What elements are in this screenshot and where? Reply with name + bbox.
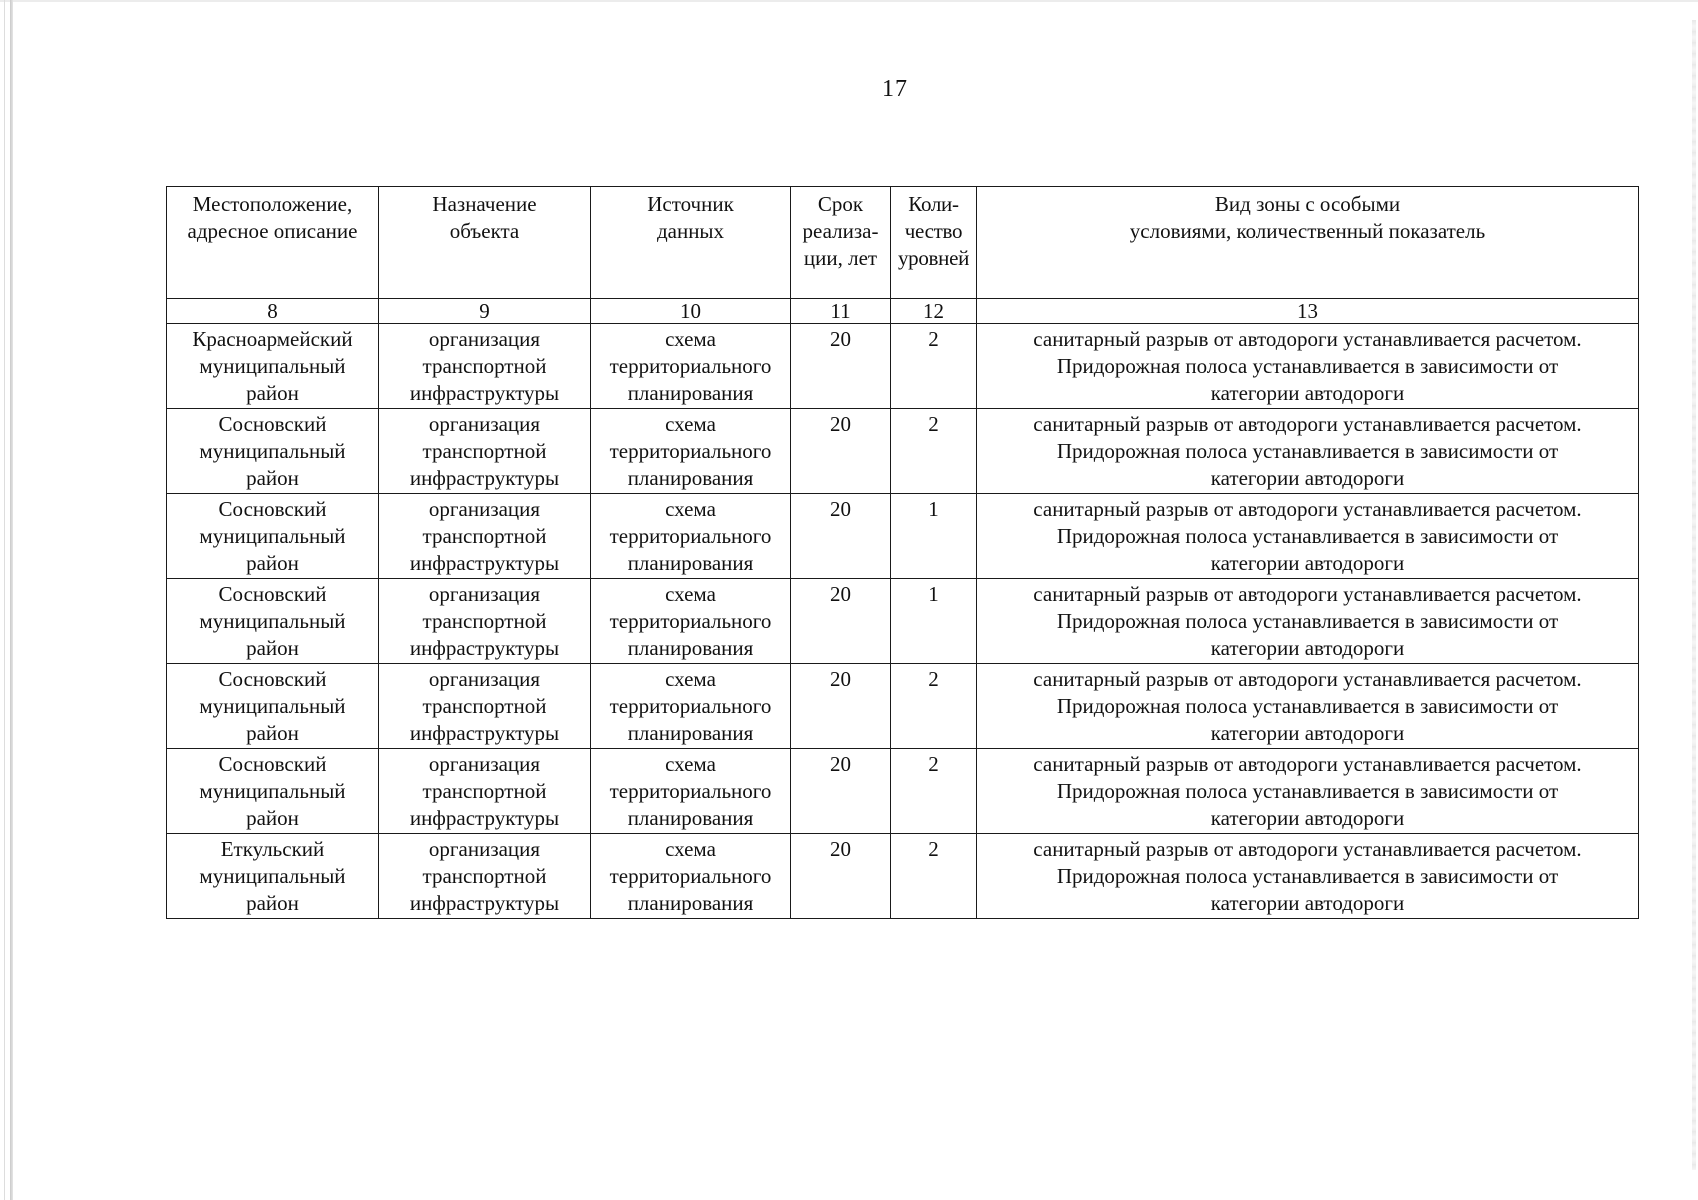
- table-row: [167, 664, 1639, 749]
- cell-source: схема территориального планирования: [591, 749, 791, 834]
- header-location: Местоположение, адресное описание: [167, 187, 379, 299]
- cell-zone: санитарный разрыв от автодороги устанавливается расчетом. Придорожная полоса устанавливается в зависимости от категории автодороги: [977, 834, 1639, 919]
- cell-term: 20: [791, 749, 891, 834]
- cell-purpose: организация транспортной инфраструктуры: [379, 494, 591, 579]
- cell-levels: 2: [891, 834, 977, 919]
- cell-term: 20: [791, 324, 891, 409]
- cell-location: Сосновский муниципальный район: [167, 579, 379, 664]
- table-row: [167, 749, 1639, 834]
- cell-levels: 2: [891, 664, 977, 749]
- header-purpose: Назначение объекта: [379, 187, 591, 299]
- cell-zone: санитарный разрыв от автодороги устанавливается расчетом. Придорожная полоса устанавливается в зависимости от категории автодороги: [977, 409, 1639, 494]
- column-number: 8: [167, 299, 379, 324]
- cell-location: Сосновский муниципальный район: [167, 494, 379, 579]
- table-row: [167, 324, 1639, 409]
- cell-source: схема территориального планирования: [591, 494, 791, 579]
- cell-location: Красноармейский муниципальный район: [167, 324, 379, 409]
- cell-term: 20: [791, 494, 891, 579]
- cell-purpose: организация транспортной инфраструктуры: [379, 579, 591, 664]
- column-number: 13: [977, 299, 1639, 324]
- scan-edge-left: [10, 0, 13, 1200]
- cell-source: схема территориального планирования: [591, 579, 791, 664]
- cell-levels: 1: [891, 579, 977, 664]
- zones-table: [166, 186, 1639, 919]
- cell-purpose: организация транспортной инфраструктуры: [379, 664, 591, 749]
- table-row: [167, 579, 1639, 664]
- cell-zone: санитарный разрыв от автодороги устанавливается расчетом. Придорожная полоса устанавливается в зависимости от категории автодороги: [977, 664, 1639, 749]
- column-number: 9: [379, 299, 591, 324]
- scan-edge-top: [0, 0, 1698, 2]
- cell-purpose: организация транспортной инфраструктуры: [379, 409, 591, 494]
- table-row: [167, 834, 1639, 919]
- header-term: Срок реализа- ции, лет: [791, 187, 891, 299]
- cell-levels: 2: [891, 749, 977, 834]
- cell-source: схема территориального планирования: [591, 834, 791, 919]
- cell-source: схема территориального планирования: [591, 324, 791, 409]
- cell-purpose: организация транспортной инфраструктуры: [379, 834, 591, 919]
- cell-source: схема территориального планирования: [591, 409, 791, 494]
- cell-purpose: организация транспортной инфраструктуры: [379, 324, 591, 409]
- cell-zone: санитарный разрыв от автодороги устанавливается расчетом. Придорожная полоса устанавливается в зависимости от категории автодороги: [977, 494, 1639, 579]
- cell-location: Еткульский муниципальный район: [167, 834, 379, 919]
- header-source: Источник данных: [591, 187, 791, 299]
- cell-levels: 1: [891, 494, 977, 579]
- table-row: [167, 409, 1639, 494]
- cell-levels: 2: [891, 409, 977, 494]
- cell-location: Сосновский муниципальный район: [167, 749, 379, 834]
- scan-edge-left-outer: [4, 0, 5, 1200]
- page-number: 17: [882, 76, 908, 102]
- cell-location: Сосновский муниципальный район: [167, 664, 379, 749]
- cell-term: 20: [791, 579, 891, 664]
- cell-zone: санитарный разрыв от автодороги устанавливается расчетом. Придорожная полоса устанавливается в зависимости от категории автодороги: [977, 324, 1639, 409]
- scan-edge-right: [1692, 20, 1696, 1170]
- cell-term: 20: [791, 664, 891, 749]
- cell-zone: санитарный разрыв от автодороги устанавливается расчетом. Придорожная полоса устанавливается в зависимости от категории автодороги: [977, 579, 1639, 664]
- column-number: 12: [891, 299, 977, 324]
- column-numbers-row: [167, 299, 1639, 324]
- cell-location: Сосновский муниципальный район: [167, 409, 379, 494]
- column-number: 10: [591, 299, 791, 324]
- cell-levels: 2: [891, 324, 977, 409]
- header-zone: Вид зоны с особыми условиями, количественный показатель: [977, 187, 1639, 299]
- cell-source: схема территориального планирования: [591, 664, 791, 749]
- cell-zone: санитарный разрыв от автодороги устанавливается расчетом. Придорожная полоса устанавливается в зависимости от категории автодороги: [977, 749, 1639, 834]
- cell-term: 20: [791, 834, 891, 919]
- header-levels: Коли- чество уровней: [891, 187, 977, 299]
- cell-purpose: организация транспортной инфраструктуры: [379, 749, 591, 834]
- cell-term: 20: [791, 409, 891, 494]
- table-row: [167, 494, 1639, 579]
- column-number: 11: [791, 299, 891, 324]
- table-header-row: [167, 187, 1639, 299]
